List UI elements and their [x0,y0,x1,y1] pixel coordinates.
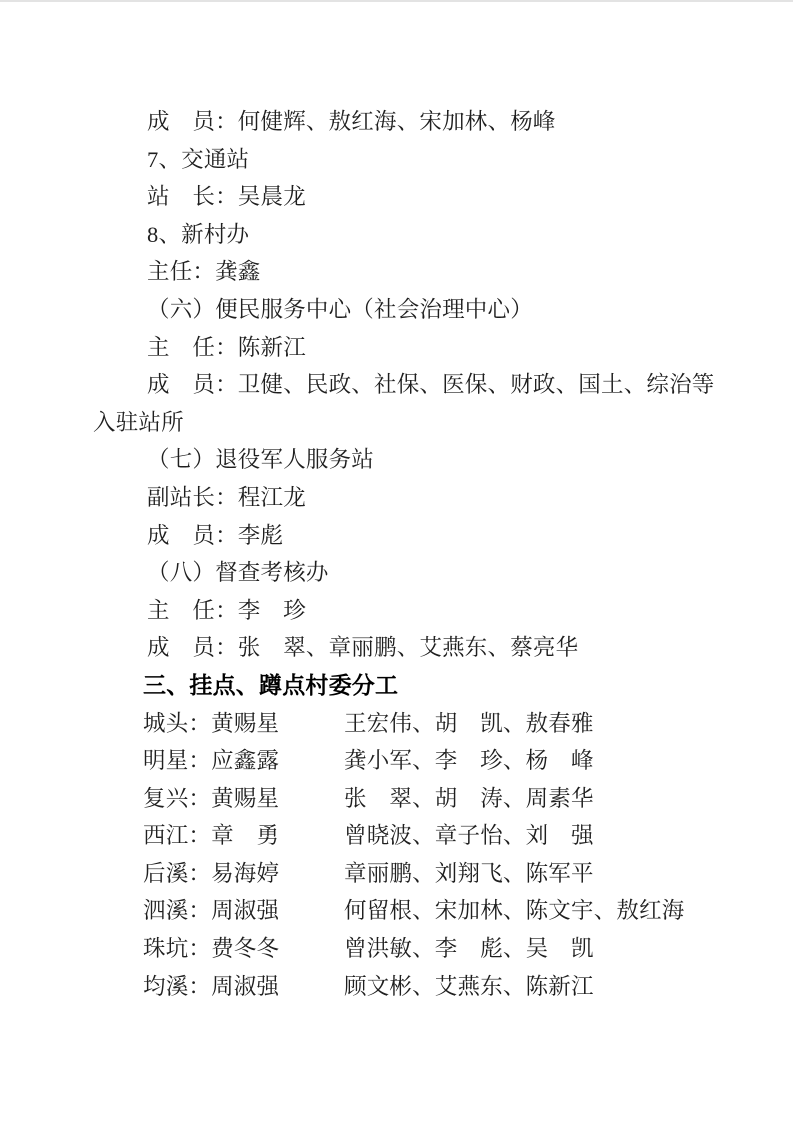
village-members: 曾洪敏、李 彪、吴 凯 [344,936,594,962]
assignment-row [93,930,693,968]
assignment-row [93,705,693,743]
village-leader: 西江：章 勇 [143,823,280,849]
doc-line: 副站长：程江龙 [147,484,306,510]
village-leader: 均溪：周淑强 [143,973,280,999]
assignment-row [93,968,693,1006]
village-leader: 明星：应鑫露 [143,748,280,774]
doc-line: 主 任：李 珍 [147,597,306,623]
village-members: 曾晓波、章子怡、刘 强 [344,823,594,849]
assignment-row [93,817,693,855]
village-members: 龚小军、李 珍、杨 峰 [344,748,594,774]
doc-line: 主任：龚鑫 [147,259,261,285]
village-leader: 复兴：黄赐星 [143,785,280,811]
doc-line: 主 任：陈新江 [147,334,306,360]
doc-line: 成 员：李彪 [147,522,284,548]
doc-line: 成 员：张 翠、章丽鹏、艾燕东、蔡亮华 [147,635,579,661]
doc-line: 成 员：何健辉、敖红海、宋加林、杨峰 [147,109,556,134]
village-members: 章丽鹏、刘翔飞、陈军平 [344,860,594,886]
doc-line: （八）督查考核办 [147,560,329,586]
village-members: 张 翠、胡 涛、周素华 [344,785,594,811]
assignment-row [93,742,693,780]
village-leader: 后溪：易海婷 [143,860,280,886]
village-leader: 城头：黄赐星 [143,710,280,736]
assignment-row [93,855,693,893]
doc-line: 8、新村办 [147,221,250,247]
doc-line: 成 员：卫健、民政、社保、医保、财政、国土、综治等 [147,372,715,398]
village-members: 何留根、宋加林、陈文宇、敖红海 [344,898,685,924]
doc-line: （六）便民服务中心（社会治理中心） [147,296,533,322]
page-top-edge [0,0,793,2]
doc-line: 7、交通站 [147,146,250,172]
assignment-row [93,780,693,818]
doc-line: （七）退役军人服务站 [147,447,375,473]
doc-line: 入驻站所 [93,409,184,435]
doc-line: 站 长：吴晨龙 [147,184,306,210]
village-leader: 泗溪：周淑强 [143,898,280,924]
village-leader: 珠坑：费冬冬 [143,936,280,962]
village-members: 王宏伟、胡 凯、敖春雅 [344,710,594,736]
assignment-row [93,892,693,930]
section-heading: 三、挂点、蹲点村委分工 [143,671,399,698]
village-members: 顾文彬、艾燕东、陈新江 [344,973,594,999]
